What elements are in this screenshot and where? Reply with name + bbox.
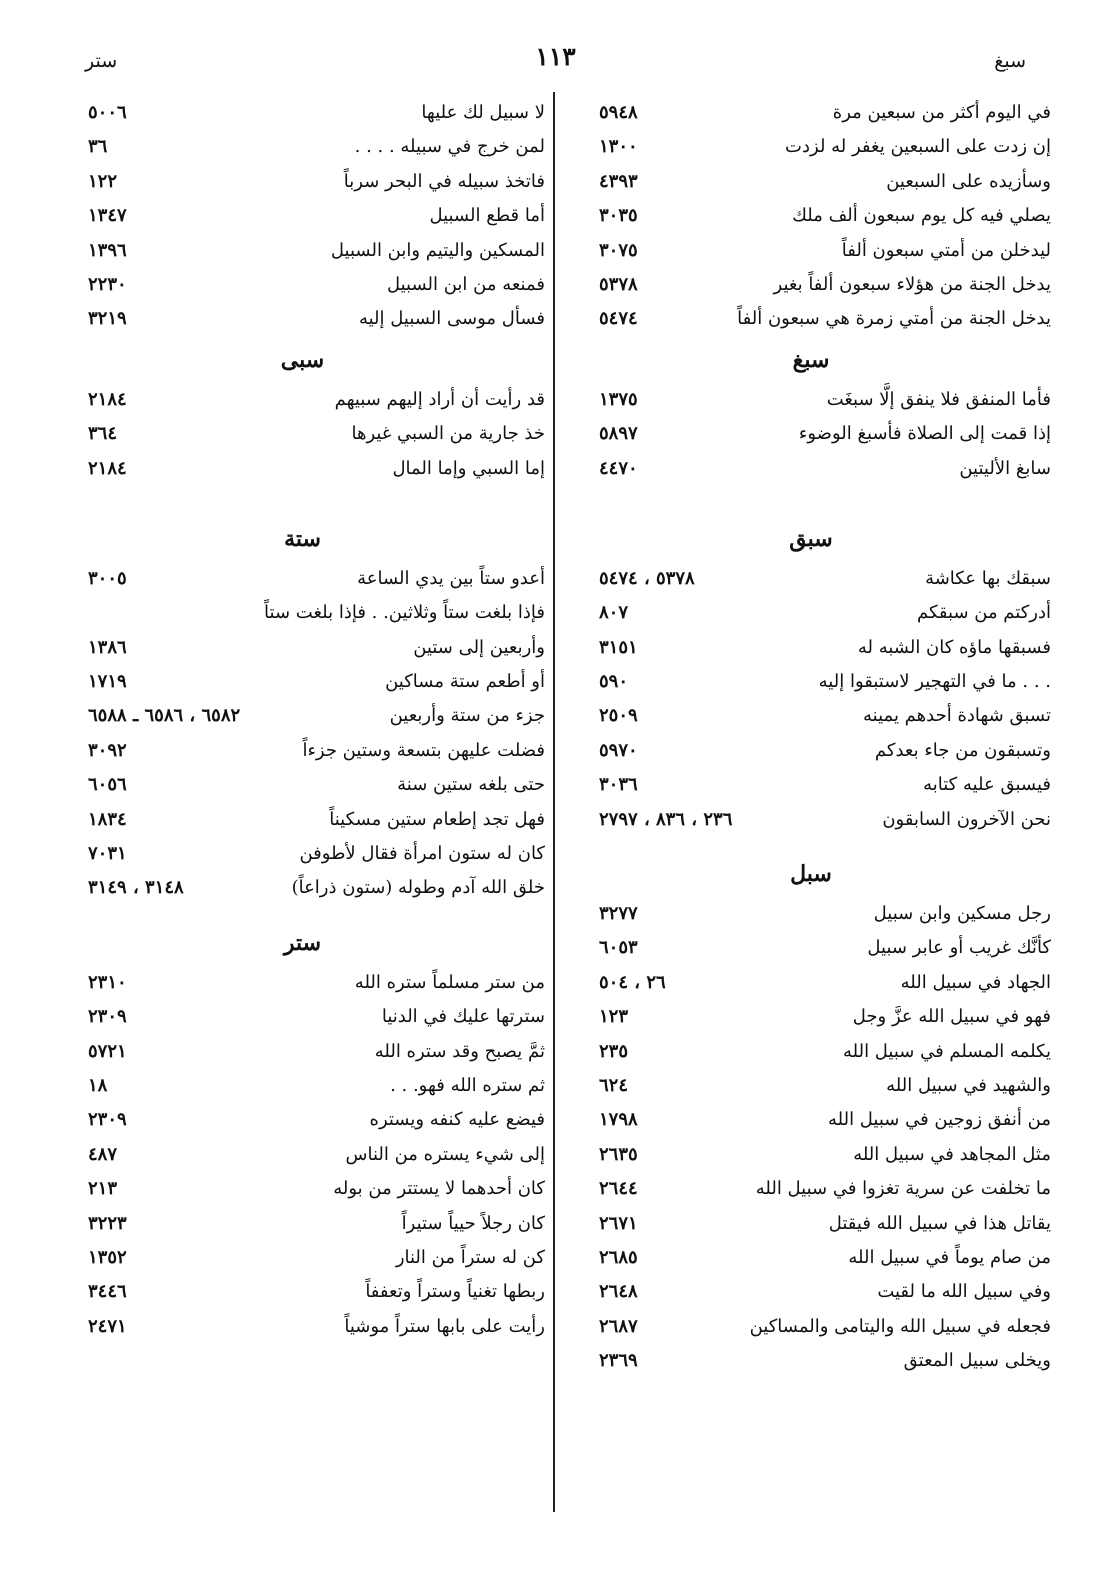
page-number: ١١٣ [535, 42, 576, 71]
index-entry [571, 734, 1051, 768]
index-entry [571, 1172, 1051, 1206]
section-heading: سبغ [792, 346, 830, 373]
entry-phrase: نحن الآخرون السابقون [882, 808, 1051, 830]
index-entry [60, 966, 545, 1000]
entry-reference: ٣٢٧٧ [599, 903, 638, 925]
column-divider [553, 92, 555, 1512]
index-entry [60, 837, 545, 871]
entry-phrase: فمنعه من ابن السبيل [386, 273, 545, 295]
entry-reference: ٢٦٣٥ [599, 1143, 638, 1165]
right-column [571, 96, 1051, 1379]
entry-phrase: كان أحدهما لا يستتر من بوله [333, 1178, 545, 1200]
entry-phrase: خذ جارية من السبي غيرها [351, 423, 545, 445]
index-entry [60, 1000, 545, 1034]
entry-reference: ٦٠٥٣ [599, 937, 638, 959]
index-entry [60, 130, 545, 164]
entry-phrase: فهو في سبيل الله عزَّ وجل [852, 1006, 1051, 1028]
entry-phrase: فسبقها ماؤه كان الشبه له [857, 636, 1051, 658]
entry-reference: ٢٦٨٧ [599, 1315, 638, 1337]
entry-phrase: سترتها عليك في الدنيا [381, 1006, 545, 1028]
entry-reference: ٥٩٠ [599, 671, 629, 693]
index-entry [571, 1207, 1051, 1241]
index-entry [571, 96, 1051, 130]
entry-reference: ٢٦٨٥ [599, 1246, 638, 1268]
entry-phrase: كان رجلاً حيياً ستيراً [401, 1212, 545, 1234]
entry-phrase: فإذا بلغت ستاً وثلاثين. . فإذا بلغت ستاً [264, 602, 545, 624]
index-entry [571, 165, 1051, 199]
index-entry [571, 768, 1051, 802]
entry-reference: ٥٣٧٨ ، ٥٤٧٤ [599, 567, 695, 589]
entry-phrase: ويخلى سبيل المعتق [903, 1350, 1051, 1372]
entry-phrase: من ستر مسلماً ستره الله [354, 971, 545, 993]
section-heading: سبق [789, 525, 833, 552]
index-entry [60, 1138, 545, 1172]
entry-phrase: حتى بلغه ستين سنة [397, 774, 545, 796]
entry-phrase: ربطها تغنياً وستراً وتعففاً [365, 1281, 545, 1303]
entry-reference: ٣٠٣٦ [599, 774, 638, 796]
entry-reference: ٤٣٩٣ [599, 170, 638, 192]
section-heading: ستر [283, 929, 322, 956]
entry-reference: ٣٠٧٥ [599, 239, 638, 261]
entry-reference: ٢١٨٤ [88, 388, 127, 410]
entry-phrase: فهل تجد إطعام ستين مسكيناً [329, 808, 545, 830]
index-entry [60, 1275, 545, 1309]
entry-reference: ٥٨٩٧ [599, 423, 638, 445]
index-entry [60, 165, 545, 199]
entry-phrase: يصلي فيه كل يوم سبعون ألف ملك [792, 205, 1051, 227]
entry-reference: ٢٣٥ [599, 1040, 629, 1062]
left-column [60, 96, 545, 1344]
entry-reference: ٣١٤٨ ، ٣١٤٩ [88, 877, 184, 899]
index-entry [60, 871, 545, 905]
section-heading: ستة [284, 525, 321, 552]
index-entry [60, 1241, 545, 1275]
entry-phrase: سبقك بها عكاشة [925, 567, 1051, 589]
index-entry [60, 452, 545, 486]
entry-phrase: وأربعين إلى ستين [413, 636, 545, 658]
entry-reference: ٣٤٤٦ [88, 1281, 127, 1303]
index-entry [571, 1069, 1051, 1103]
entry-phrase: خلق الله آدم وطوله (ستون ذراعاً) [291, 877, 545, 899]
entry-reference: ٢٣٠٩ [88, 1006, 127, 1028]
entry-reference: ٣٠٣٥ [599, 205, 638, 227]
entry-reference: ٤٤٧٠ [599, 457, 638, 479]
entry-phrase: أما قطع السبيل [429, 205, 545, 227]
entry-phrase: وفي سبيل الله ما لقيت [877, 1281, 1051, 1303]
spacer [571, 837, 1051, 851]
index-entry [60, 803, 545, 837]
spacer [60, 906, 545, 920]
entry-reference: ٢٦٤٤ [599, 1178, 638, 1200]
index-entry [571, 268, 1051, 302]
entry-phrase: يكلمه المسلم في سبيل الله [842, 1040, 1051, 1062]
entry-reference: ٢١٣ [88, 1178, 118, 1200]
entry-reference: ٣١٥١ [599, 636, 638, 658]
section-heading: سبل [790, 861, 832, 888]
entry-reference: ٥٩٤٨ [599, 102, 638, 123]
index-entry [60, 1035, 545, 1069]
index-entry [571, 966, 1051, 1000]
entry-reference: ١٣٩٦ [88, 239, 127, 261]
index-entry [571, 383, 1051, 417]
entry-phrase: ما تخلفت عن سرية تغزوا في سبيل الله [755, 1178, 1051, 1200]
index-entry [60, 1310, 545, 1344]
entry-phrase: من صام يوماً في سبيل الله [848, 1246, 1051, 1268]
entry-phrase: في اليوم أكثر من سبعين مرة [832, 102, 1051, 123]
index-entry [571, 1035, 1051, 1069]
index-entry [60, 699, 545, 733]
entry-reference: ٣٠٩٢ [88, 739, 127, 761]
entry-reference: ٦٢٤ [599, 1074, 629, 1096]
index-entry [571, 1103, 1051, 1137]
index-entry [60, 768, 545, 802]
entry-phrase: كان له ستون امرأة فقال لأطوفن [299, 843, 545, 865]
entry-reference: ١٣٤٧ [88, 205, 127, 227]
entry-phrase: فسأل موسى السبيل إليه [358, 308, 545, 330]
entry-phrase: يقاتل هذا في سبيل الله فيقتل [828, 1212, 1051, 1234]
index-entry [60, 417, 545, 451]
entry-reference: ١٢٢ [88, 170, 118, 192]
index-entry [60, 631, 545, 665]
entry-phrase: فأما المنفق فلا ينفق إلَّا سبغَت [826, 388, 1051, 410]
index-entry [571, 130, 1051, 164]
index-entry [571, 596, 1051, 630]
entry-phrase: قد رأيت أن أراد إليهم سبيهم [334, 388, 545, 410]
entry-phrase: كأنَّك غريب أو عابر سبيل [867, 937, 1051, 959]
entry-reference: ٦٥٨٢ ، ٦٥٨٦ ـ ٦٥٨٨ [88, 705, 241, 727]
entry-phrase: فيسبق عليه كتابه [923, 774, 1051, 796]
entry-reference: ٢٢٣٠ [88, 273, 127, 295]
index-entry [60, 1069, 545, 1103]
index-entry [60, 562, 545, 596]
entry-reference: ٥٧٢١ [88, 1040, 127, 1062]
entry-phrase: لا سبيل لك عليها [421, 102, 545, 123]
entry-reference: ١٣٨٦ [88, 636, 127, 658]
entry-phrase: المسكين واليتيم وابن السبيل [330, 239, 545, 261]
index-entry [60, 234, 545, 268]
entry-reference: ٦٠٥٦ [88, 774, 127, 796]
entry-reference: ٢٦٧١ [599, 1212, 638, 1234]
running-header [85, 42, 1026, 82]
entry-reference: ٨٠٧ [599, 602, 629, 624]
index-entry [571, 452, 1051, 486]
index-entry [571, 631, 1051, 665]
entry-reference: ١٧٩٨ [599, 1109, 638, 1131]
index-entry [60, 302, 545, 336]
index-entry [60, 1207, 545, 1241]
index-entry [571, 234, 1051, 268]
index-entry [60, 96, 545, 130]
entry-reference: ٣٦ [88, 136, 108, 158]
entry-phrase: رأيت على بابها ستراً موشياً [344, 1315, 545, 1337]
index-entry [60, 1103, 545, 1137]
entry-reference: ١٨ [88, 1074, 108, 1096]
entry-phrase: . . . ما في التهجير لاستبقوا إليه [818, 671, 1051, 693]
entry-phrase: والشهيد في سبيل الله [886, 1074, 1051, 1096]
entry-phrase: جزء من ستة وأربعين [389, 705, 545, 727]
entry-phrase: الجهاد في سبيل الله [900, 971, 1051, 993]
entry-reference: ٥٣٧٨ [599, 273, 638, 295]
entry-phrase: فجعله في سبيل الله واليتامى والمساكين [749, 1315, 1051, 1337]
entry-reference: ٣٢١٩ [88, 308, 127, 330]
index-entry [60, 1172, 545, 1206]
entry-reference: ١٢٣ [599, 1006, 629, 1028]
entry-phrase: ليدخلن من أمتي سبعون ألفاً [841, 239, 1051, 261]
index-entry [60, 383, 545, 417]
index-entry [571, 897, 1051, 931]
entry-reference: ٢٦٤٨ [599, 1281, 638, 1303]
entry-reference: ٣٦٤ [88, 423, 118, 445]
entry-reference: ١٧١٩ [88, 671, 127, 693]
index-entry [571, 199, 1051, 233]
entry-reference: ١٨٣٤ [88, 808, 127, 830]
index-entry [571, 699, 1051, 733]
entry-reference: ٥٤٧٤ [599, 308, 638, 330]
entry-reference: ٤٨٧ [88, 1143, 118, 1165]
entry-phrase: فضلت عليهن بتسعة وستين جزءاً [302, 739, 545, 761]
index-entry [60, 734, 545, 768]
entry-reference: ٧٠٣١ [88, 843, 127, 865]
spacer [60, 486, 545, 516]
header-root-right: سبغ [994, 50, 1026, 72]
entry-phrase: إن زدت على السبعين يغفر له لزدت [785, 136, 1051, 158]
index-entry [571, 665, 1051, 699]
entry-phrase: أعدو ستاً بين يدي الساعة [357, 567, 545, 589]
entry-phrase: يدخل الجنة من هؤلاء سبعون ألفاً بغير [773, 273, 1051, 295]
entry-phrase: كن له ستراً من النار [395, 1246, 545, 1268]
index-entry [571, 1344, 1051, 1378]
entry-phrase: يدخل الجنة من أمتي زمرة هي سبعون ألفاً [737, 308, 1051, 330]
entry-phrase: ثمَّ يصبح وقد ستره الله [374, 1040, 545, 1062]
entry-phrase: وتسبقون من جاء بعدكم [874, 739, 1051, 761]
header-root-left: ستر [85, 50, 118, 72]
entry-phrase: تسبق شهادة أحدهم يمينه [863, 705, 1051, 727]
index-entry [571, 1275, 1051, 1309]
index-entry [571, 302, 1051, 336]
entry-reference: ٢٣١٠ [88, 971, 127, 993]
index-entry [571, 1138, 1051, 1172]
index-entry [571, 1310, 1051, 1344]
entry-phrase: سابغ الأليتين [959, 457, 1051, 479]
entry-phrase: أدركتم من سبقكم [916, 602, 1051, 624]
index-entry [60, 665, 545, 699]
entry-reference: ٣٢٢٣ [88, 1212, 127, 1234]
entry-reference: ٢٥٠٩ [599, 705, 638, 727]
entry-phrase: وسأزيده على السبعين [886, 170, 1051, 192]
entry-reference: ٢٣٠٩ [88, 1109, 127, 1131]
index-entry [571, 1241, 1051, 1275]
entry-phrase: فاتخذ سبيله في البحر سرباً [343, 170, 545, 192]
section-heading: سبى [280, 346, 325, 373]
index-entry [60, 596, 545, 630]
entry-phrase: أو أطعم ستة مساكين [385, 671, 545, 693]
index-entry [571, 803, 1051, 837]
entry-phrase: فيضع عليه كنفه ويستره [369, 1109, 545, 1131]
entry-phrase: لمن خرج في سبيله . . . . [354, 136, 545, 158]
index-entry [60, 199, 545, 233]
entry-phrase: رجل مسكين وابن سبيل [873, 903, 1051, 925]
entry-reference: ١٣٠٠ [599, 136, 638, 158]
entry-phrase: إذا قمت إلى الصلاة فأسبغ الوضوء [798, 423, 1051, 445]
entry-reference: ٥٠٠٦ [88, 102, 127, 123]
index-entry [571, 562, 1051, 596]
entry-reference: ١٣٥٢ [88, 1246, 127, 1268]
spacer [571, 486, 1051, 516]
entry-phrase: إما السبي وإما المال [392, 457, 545, 479]
entry-reference: ٣٠٠٥ [88, 567, 127, 589]
index-entry [571, 417, 1051, 451]
entry-phrase: مثل المجاهد في سبيل الله [853, 1143, 1051, 1165]
entry-reference: ٢٤٧١ [88, 1315, 127, 1337]
entry-reference: ١٣٧٥ [599, 388, 638, 410]
index-entry [571, 1000, 1051, 1034]
entry-reference: ٥٩٧٠ [599, 739, 638, 761]
entry-phrase: إلى شيء يستره من الناس [345, 1143, 545, 1165]
entry-reference: ٢٦ ، ٥٠٤ [599, 971, 666, 993]
index-entry [571, 931, 1051, 965]
entry-phrase: من أنفق زوجين في سبيل الله [827, 1109, 1051, 1131]
entry-reference: ٢١٨٤ [88, 457, 127, 479]
index-entry [60, 268, 545, 302]
entry-reference: ٢٣٦ ، ٨٣٦ ، ٢٧٩٧ [599, 808, 733, 830]
entry-reference: ٢٣٦٩ [599, 1350, 638, 1372]
entry-phrase: ثم ستره الله فهو. . . [390, 1074, 545, 1096]
